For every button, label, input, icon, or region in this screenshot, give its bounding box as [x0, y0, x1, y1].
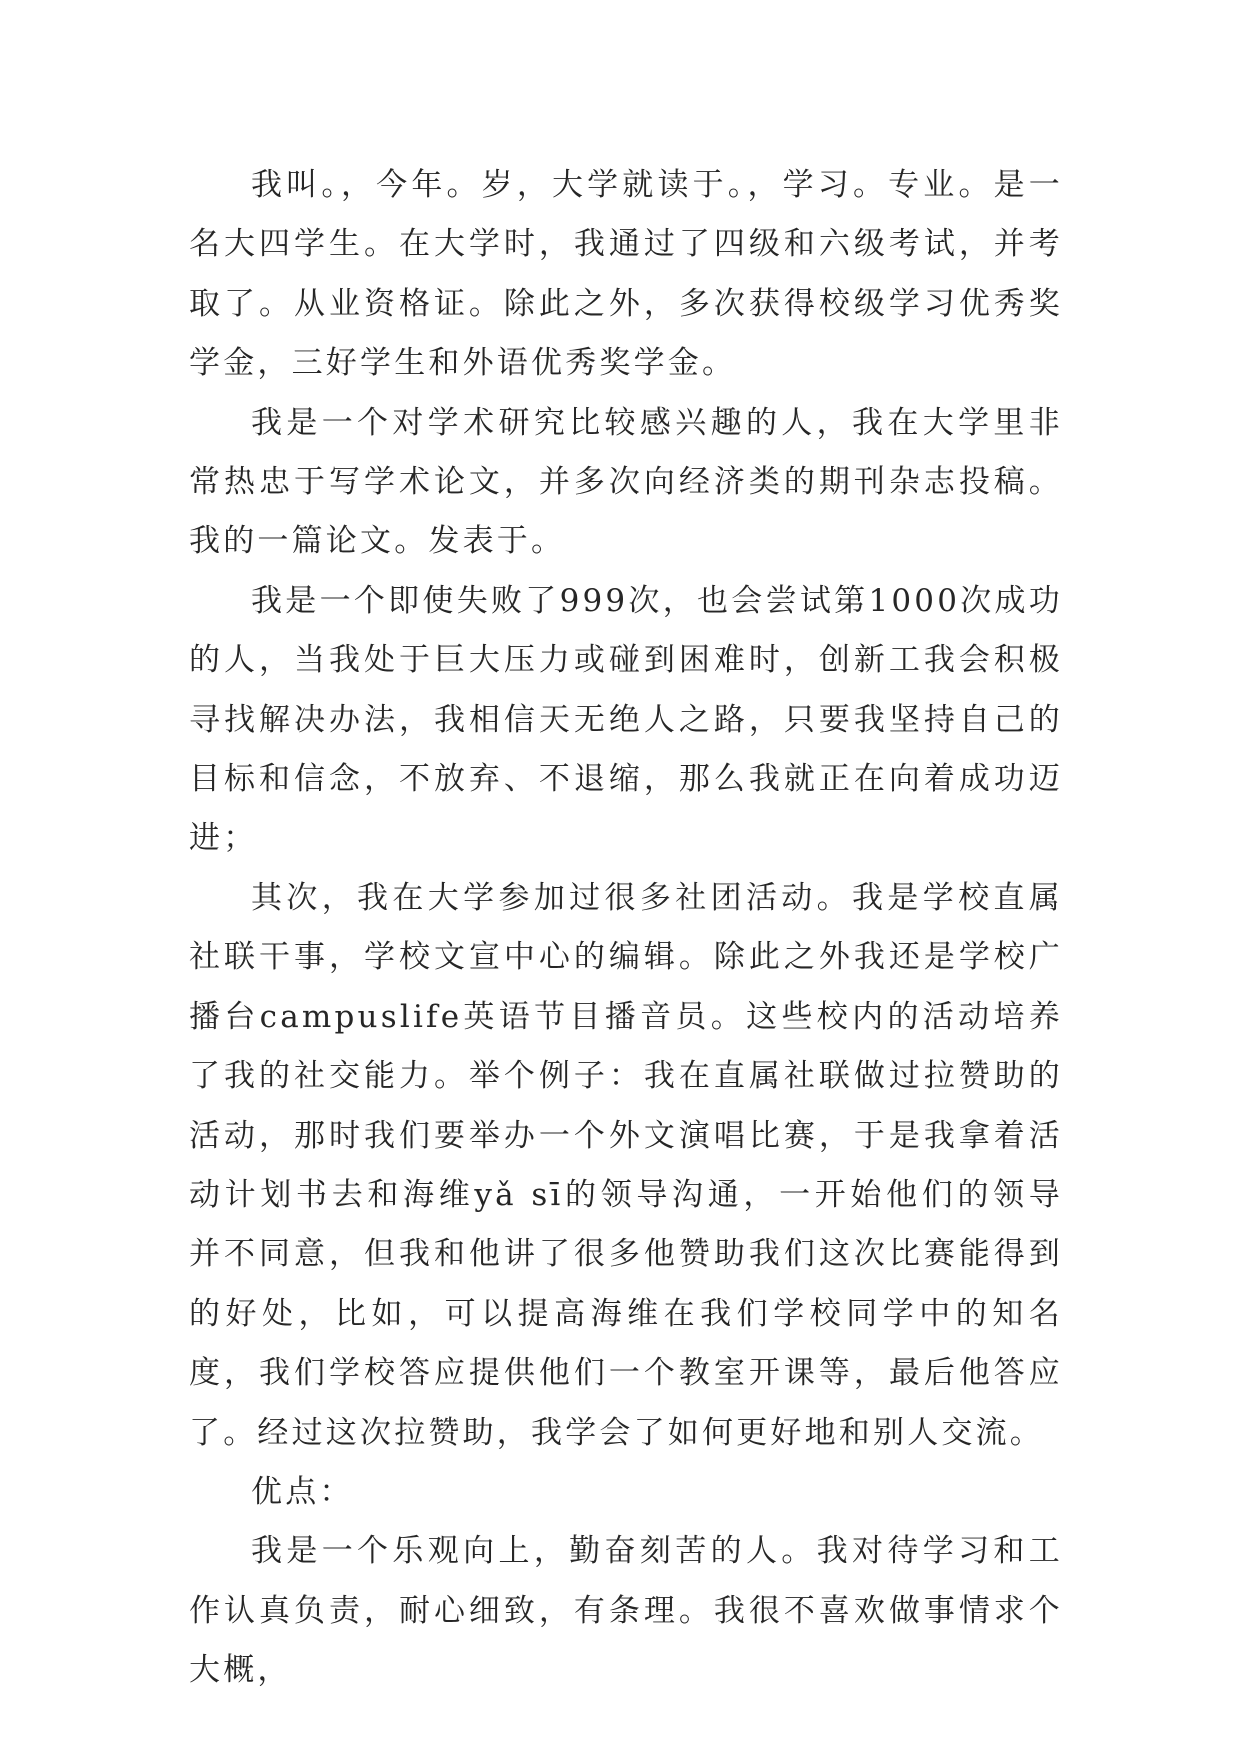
- paragraph-academic-research: 我是一个对学术研究比较感兴趣的人，我在大学里非常热忠于写学术论文，并多次向经济类的期刊杂志投稿。我的一篇论文。发表于。: [189, 404, 1063, 560]
- document-body: [189, 156, 1063, 1701]
- paragraph-intro: 我叫。，今年。岁，大学就读于。，学习。专业。是一名大四学生。在大学时，我通过了四级和六级考试，并考取了。从业资格证。除此之外，多次获得校级学习优秀奖学金，三好学生和外语优秀奖学金。: [189, 167, 1063, 382]
- paragraph-strengths: 我是一个乐观向上，勤奋刻苦的人。我对待学习和工作认真负责，耐心细致，有条理。我很不喜欢做事情求个大概，: [189, 1533, 1063, 1689]
- paragraph-strengths-heading: 优点：: [251, 1473, 354, 1510]
- paragraph-club-activities: 其次，我在大学参加过很多社团活动。我是学校直属社联干事，学校文宣中心的编辑。除此之外我还是学校广播台campuslife英语节目播音员。这些校内的活动培养了我的社交能力。举个例子：我在直属社联做过拉赞助的活动，那时我们要举办一个外文演唱比赛，于是我拿着活动计划书去和海维yǎ sī的领导沟通，一开始他们的领导并不同意，但我和他讲了很多他赞助我们这次比赛能得到的好处，比如，可以提高海维在我们学校同学中的知名度，我们学校答应提供他们一个教室开课等，最后他答应了。经过这次拉赞助，我学会了如何更好地和别人交流。: [189, 879, 1063, 1451]
- paragraph-perseverance: 我是一个即使失败了999次，也会尝试第1000次成功的人，当我处于巨大压力或碰到困难时，创新工我会积极寻找解决办法，我相信天无绝人之路，只要我坚持自己的目标和信念，不放弃、不退缩，那么我就正在向着成功迈进；: [189, 582, 1063, 857]
